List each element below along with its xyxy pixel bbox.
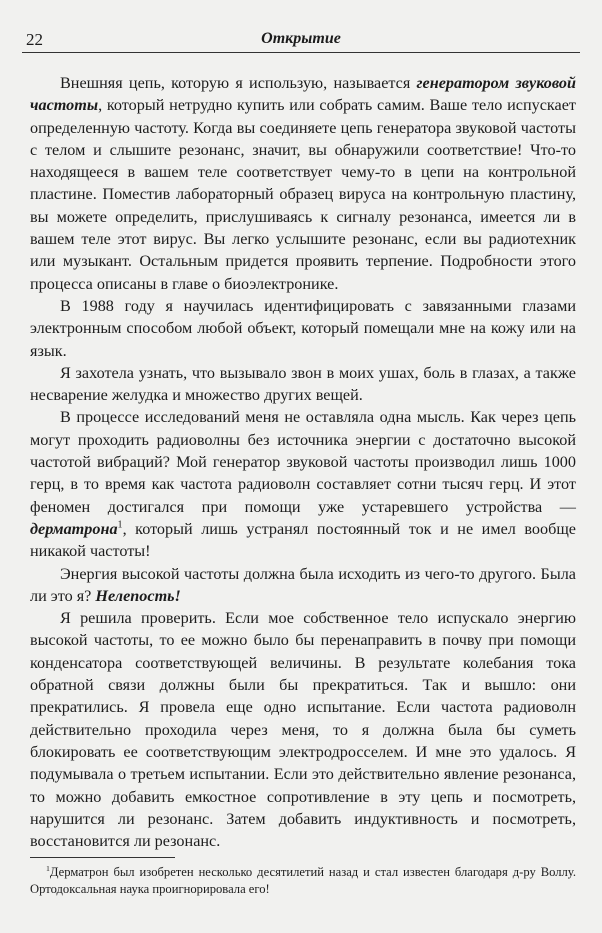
paragraph: В 1988 году я научилась идентифицировать с завязанными глазами электронным способом любой объект, который помещали мне на кожу или на язык. [30, 296, 576, 360]
running-title: Открытие [261, 30, 341, 47]
paragraph [30, 72, 576, 295]
text-run: Энергия высокой частоты должна была исходить из чего-то другого. Была ли это я? [30, 564, 576, 605]
footnote [30, 864, 576, 897]
paragraph: Я захотела узнать, что вызывало звон в моих ушах, боль в глазах, а также несварение желудка и множество других вещей. [30, 363, 576, 405]
body-text [30, 72, 576, 852]
text-run: , который лишь устранял постоянный ток и не имел вообще никакой частоты! [30, 519, 576, 561]
paragraph: Я решила проверить. Если мое собственное тело испускало энергию высокой частоты, то ее можно было бы перенаправить в почву при помощи конденсатора соответствующей величины. В результате колебания тока обратной связи должны были бы прекратиться. Так и вышло: они прекратились. Я провела еще одно испытание. Если частота радиоволн действительно проходила через меня, то я должна была бы суметь блокировать ее соответствующим электродросселем. И мне это удалось. Я подумывала о третьем испытании. Если это действительно явление резонанса, то можно добавить емкостное сопротивление в эту цепь и посмотреть, нарушится ли резонанс. Затем добавить индуктивность и посмотреть, восстановится ли резонанс. [30, 609, 576, 851]
emphasis-term: дерматрона [30, 519, 118, 538]
page-header [22, 30, 580, 53]
paragraph [30, 406, 576, 562]
paragraph [30, 563, 576, 608]
text-run: Внешняя цепь, которую я использую, называется [60, 74, 417, 92]
emphasis-term: генератором звуковой частоты [30, 74, 576, 115]
footnote-text: Дерматрон был изобретен несколько десятилетий назад и стал известен благодаря д-ру Воллу. Ортодоксальная наука проигнорировала его! [30, 865, 576, 896]
footnote-marker: 1 [46, 863, 50, 873]
footnote-marker: 1 [117, 519, 123, 531]
footnote-rule [30, 857, 175, 858]
emphasis-term: Нелепость! [95, 586, 181, 605]
text-run: В процессе исследований меня не оставляла одна мысль. Как через цепь могут проходить радиоволны без источника энергии с достаточно высокой частотой вибраций? Мой генератор звуковой частоты производил лишь 1000 герц, в то время как частота радиоволн составляет сотни тысяч герц. И этот феномен достигался при помощи уже устаревшего устройства — [30, 408, 576, 516]
page-number: 22 [26, 30, 43, 49]
text-run: , который нетрудно купить или собрать самим. Ваше тело испускает определенную частоту. Когда вы соединяете цепь генератора звуковой частоты с телом и слышите резонанс, значит, вы обнаружили соответствие! Что-то находящееся в вашем теле соответствует чему-то в цепи на контрольной пластине. Поместив лабораторный образец вируса на контрольную пластину, вы можете определить, прислушиваясь к сигналу резонанса, имеется ли в вашем теле этот вирус. Вы легко услышите резонанс, если вы радиотехник или музыкант. Остальным придется проявить терпение. Подробности этого процесса описаны в главе о биоэлектронике. [30, 96, 576, 293]
